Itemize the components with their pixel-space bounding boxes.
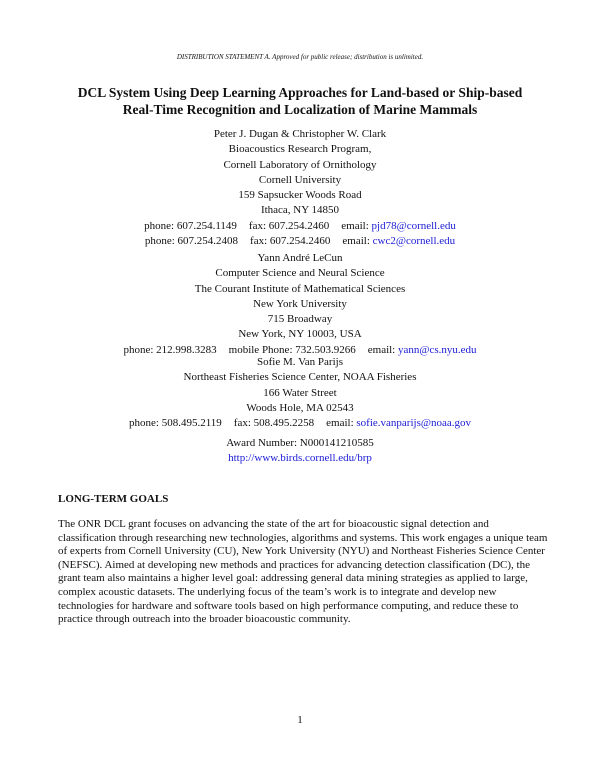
- phone: phone: 607.254.1149: [144, 219, 237, 232]
- author-block-cornell: [0, 127, 600, 249]
- award-block: [0, 436, 600, 467]
- phone: phone: 508.495.2119: [129, 417, 222, 430]
- address-line: New York, NY 10003, USA: [238, 328, 362, 341]
- fax: fax: 607.254.2460: [248, 219, 330, 232]
- phone: phone: 607.254.2408: [144, 235, 239, 248]
- email-label: email:: [342, 235, 370, 248]
- address-line: Cornell University: [258, 173, 342, 186]
- fax: fax: 607.254.2460: [250, 235, 331, 248]
- title-line-2: Real-Time Recognition and Localization of Marine Mammals: [122, 102, 478, 117]
- email-label: email:: [367, 343, 396, 356]
- email-label: email:: [326, 417, 354, 430]
- body-paragraph: The ONR DCL grant focuses on advancing the state of the art for bioacoustic signal detection and classification through researching new technologies, algorithms and systems. This work engages a unique team of experts from Cornell University (CU), New York University (NYU) and Northeast Fisheries Science Center (NEFSC). Aimed at developing new methods and practices for advancing detection classification (DC), the grant team also maintains a higher level goal: addressing general data mining strategies as applied to large, complex acoustic datasets. The underlying focus of the team’s work is to integrate and develop new technologies for hardware and software tools based on high performance computing, and reduce these to practice through outreach into the broader bioacoustic community.: [58, 518, 548, 626]
- email-link[interactable]: yann@cs.nyu.edu: [398, 343, 477, 356]
- author-block-noaa: [0, 355, 600, 431]
- author-block-nyu: [0, 251, 600, 358]
- fax: fax: 508.495.2258: [233, 417, 315, 430]
- email-label: email:: [341, 219, 369, 232]
- contact-line: [0, 416, 600, 431]
- website-link[interactable]: http://www.birds.cornell.edu/brp: [228, 452, 372, 465]
- email-link[interactable]: pjd78@cornell.edu: [371, 219, 456, 232]
- address-line: 159 Sapsucker Woods Road: [238, 189, 362, 202]
- page-number: 1: [297, 714, 303, 726]
- address-line: New York University: [253, 297, 347, 310]
- mobile-phone: mobile Phone: 732.503.9266: [228, 343, 356, 356]
- phone: phone: 212.998.3283: [123, 343, 217, 356]
- email-link[interactable]: sofie.vanparijs@noaa.gov: [356, 417, 471, 430]
- address-line: Bioacoustics Research Program,: [228, 143, 372, 156]
- address-line: Woods Hole, MA 02543: [246, 401, 354, 414]
- distribution-statement: DISTRIBUTION STATEMENT A. Approved for public release; distribution is unlimited.: [176, 53, 424, 61]
- address-line: Computer Science and Neural Science: [215, 267, 385, 280]
- award-number: Award Number: N000141210585: [226, 437, 374, 449]
- address-line: 166 Water Street: [263, 386, 337, 399]
- address-line: The Courant Institute of Mathematical Sciences: [194, 282, 406, 295]
- author-name: Yann André LeCun: [257, 252, 343, 264]
- email-link[interactable]: cwc2@cornell.edu: [372, 235, 456, 248]
- section-heading: LONG-TERM GOALS: [58, 493, 169, 505]
- title-line-1: DCL System Using Deep Learning Approaches for Land-based or Ship-based: [77, 85, 523, 100]
- address-line: Ithaca, NY 14850: [260, 204, 340, 217]
- address-line: Northeast Fisheries Science Center, NOAA Fisheries: [183, 371, 417, 384]
- contact-line: [0, 219, 600, 234]
- author-name: Sofie M. Van Parijs: [257, 356, 343, 368]
- address-line: Cornell Laboratory of Ornithology: [223, 158, 377, 171]
- contact-line: [0, 234, 600, 249]
- author-names: Peter J. Dugan & Christopher W. Clark: [213, 128, 387, 140]
- paper-title: [40, 84, 560, 118]
- address-line: 715 Broadway: [267, 313, 333, 326]
